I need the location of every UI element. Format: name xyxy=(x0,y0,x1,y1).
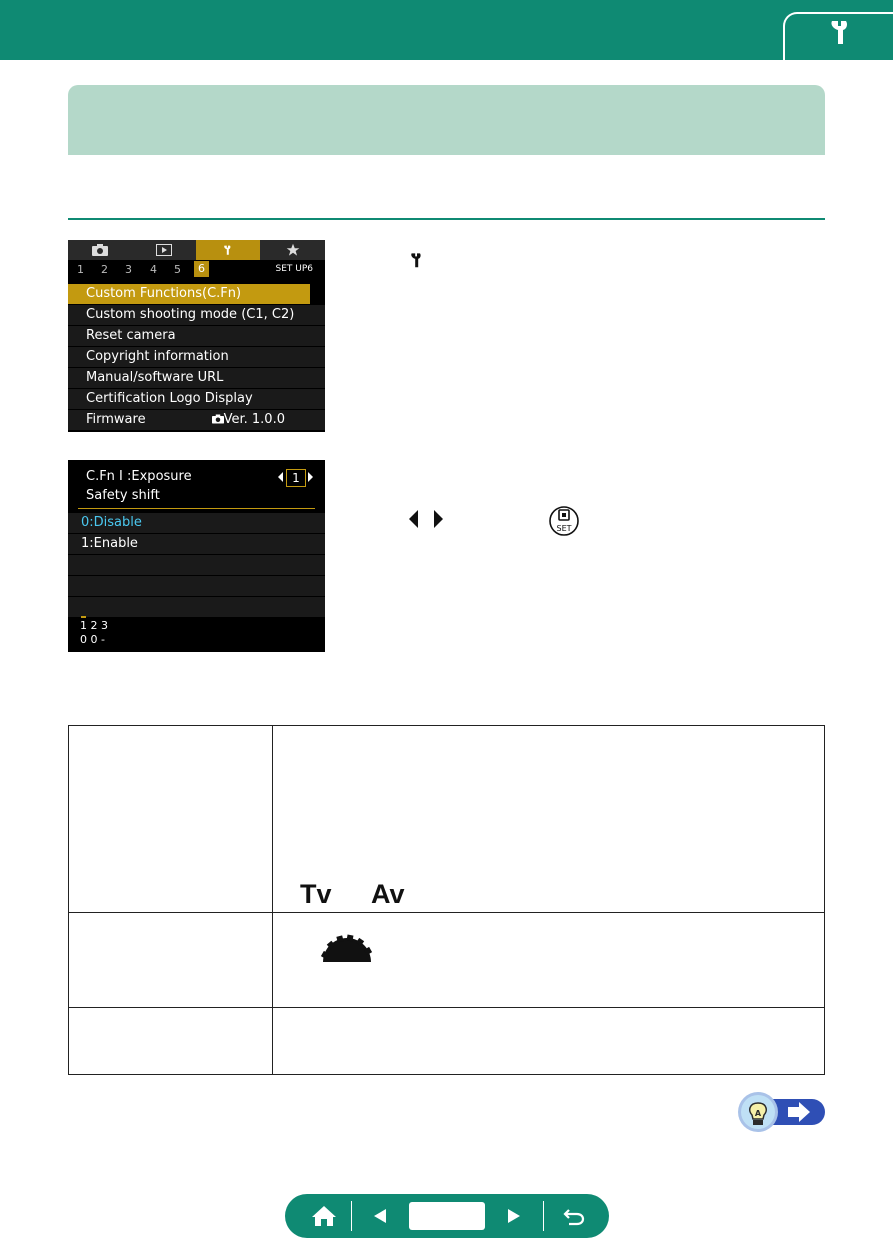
table-divider xyxy=(272,726,273,1074)
wrench-icon[interactable] xyxy=(826,17,856,47)
set-button-icon xyxy=(546,503,582,539)
right-arrow-icon xyxy=(308,472,313,482)
page-number: 4 xyxy=(150,263,157,276)
menu-item-label: Manual/software URL xyxy=(86,370,224,385)
main-dial-icon xyxy=(319,934,375,964)
cfn-footer-numbers: 1 2 3 xyxy=(80,619,108,632)
page-number-input[interactable] xyxy=(409,1202,485,1230)
menu-list xyxy=(68,284,325,431)
wrench-icon xyxy=(408,250,426,270)
current-marker xyxy=(81,616,86,618)
menu-item-label: Certification Logo Display xyxy=(86,391,253,406)
page-number: 5 xyxy=(174,263,181,276)
cfn-footer-values: 0 0 - xyxy=(80,633,105,646)
menu-item-label: Copyright information xyxy=(86,349,229,364)
lightbulb-next-icon[interactable] xyxy=(735,1091,825,1133)
prev-page-button[interactable] xyxy=(365,1194,395,1238)
cfn-options xyxy=(68,513,325,618)
cfn-number: 1 xyxy=(286,469,306,487)
left-arrow-icon xyxy=(278,472,283,482)
svg-text:A: A xyxy=(754,1109,762,1118)
option-empty xyxy=(68,576,325,596)
cfn-screenshot xyxy=(68,460,325,652)
camera-icon xyxy=(68,240,132,260)
back-icon xyxy=(563,1206,585,1226)
menu-item-label: Custom Functions(C.Fn) xyxy=(86,286,242,301)
menu-item-manual-url xyxy=(68,368,325,388)
menu-screenshot xyxy=(68,240,325,432)
menu-item-custom-shooting-mode xyxy=(68,305,325,325)
page-number: 1 xyxy=(77,263,84,276)
av-mode-label: Av xyxy=(371,879,405,909)
wrench-icon xyxy=(196,240,260,260)
cfn-title: C.Fn I :Exposure xyxy=(86,469,192,484)
home-button[interactable] xyxy=(305,1194,343,1238)
nav-separator xyxy=(351,1201,352,1231)
home-icon xyxy=(311,1205,337,1227)
menu-item-custom-functions xyxy=(68,284,310,304)
camera-icon xyxy=(212,414,224,424)
option-empty xyxy=(68,555,325,575)
next-page-button[interactable] xyxy=(499,1194,529,1238)
page-title-box xyxy=(68,85,825,155)
menu-item-label: Firmware xyxy=(86,412,146,427)
firmware-version: Ver. 1.0.0 xyxy=(223,412,285,427)
menu-item-firmware xyxy=(68,410,325,430)
menu-item-copyright xyxy=(68,347,325,367)
back-button[interactable] xyxy=(557,1194,591,1238)
settings-table xyxy=(68,725,825,1075)
page-number-active: 6 xyxy=(194,261,209,277)
menu-item-label: Custom shooting mode (C1, C2) xyxy=(86,307,295,322)
menu-tabs xyxy=(68,240,325,260)
option-empty xyxy=(68,597,325,617)
menu-item-cert-logo xyxy=(68,389,325,409)
page-label: SET UP6 xyxy=(275,264,313,274)
star-icon xyxy=(260,240,325,260)
table-divider xyxy=(69,912,824,913)
tv-mode-label: Tv xyxy=(300,879,332,909)
svg-text:SET: SET xyxy=(556,524,572,533)
divider xyxy=(78,508,315,509)
nav-separator xyxy=(543,1201,544,1231)
playback-icon xyxy=(132,240,196,260)
header-bar xyxy=(0,0,893,60)
bottom-nav xyxy=(285,1194,609,1238)
firmware-value xyxy=(212,410,285,430)
menu-item-label: Reset camera xyxy=(86,328,176,343)
page-number: 2 xyxy=(101,263,108,276)
next-icon xyxy=(506,1208,522,1224)
page-number: 3 xyxy=(125,263,132,276)
menu-page-numbers xyxy=(68,260,325,278)
prev-icon xyxy=(372,1208,388,1224)
table-divider xyxy=(69,1007,824,1008)
option-enable: 1:Enable xyxy=(68,534,325,554)
option-disable: 0:Disable xyxy=(68,513,325,533)
menu-item-reset-camera xyxy=(68,326,325,346)
cfn-subtitle: Safety shift xyxy=(86,488,160,503)
section-divider xyxy=(68,218,825,220)
left-right-arrows-icon xyxy=(408,508,448,530)
